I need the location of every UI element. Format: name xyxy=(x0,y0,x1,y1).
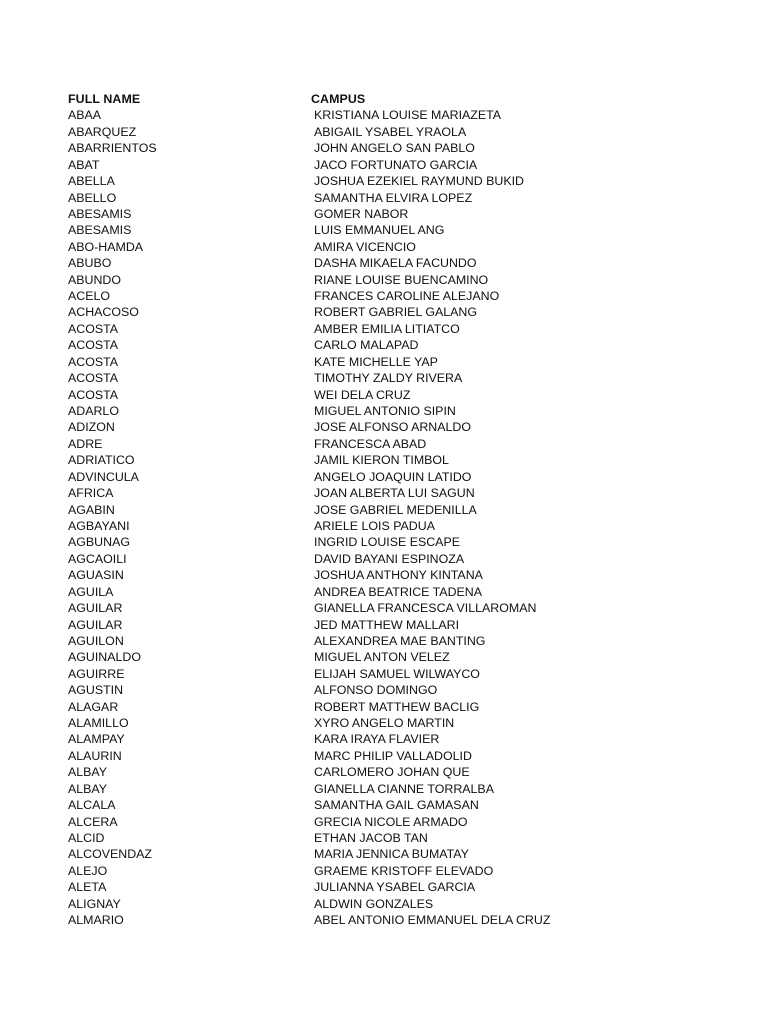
last-name-cell: ACELO xyxy=(68,289,111,304)
last-name-cell: ABARQUEZ xyxy=(68,124,137,139)
first-name-cell: XYRO ANGELO MARTIN xyxy=(314,716,455,731)
table-row xyxy=(68,534,728,550)
last-name-cell: ABUBO xyxy=(68,256,112,271)
first-name-cell: LUIS EMMANUEL ANG xyxy=(314,223,445,238)
last-name-cell: ALBAY xyxy=(68,765,108,780)
first-name-cell: KARA IRAYA FLAVIER xyxy=(314,732,440,747)
first-name-cell: ELIJAH SAMUEL WILWAYCO xyxy=(314,666,480,681)
first-name-cell: SAMANTHA ELVIRA LOPEZ xyxy=(314,190,473,205)
first-name-cell: DASHA MIKAELA FACUNDO xyxy=(314,256,477,271)
table-row xyxy=(68,748,728,764)
table-row xyxy=(68,387,728,403)
table-row xyxy=(68,846,728,862)
first-name-cell: ALFONSO DOMINGO xyxy=(314,683,438,698)
last-name-cell: ADRIATICO xyxy=(68,453,135,468)
last-name-cell: AGUINALDO xyxy=(68,650,141,665)
last-name-cell: ALCOVENDAZ xyxy=(68,847,152,862)
table-row xyxy=(68,502,728,518)
first-name-cell: GRECIA NICOLE ARMADO xyxy=(314,814,468,829)
table-row xyxy=(68,567,728,583)
first-name-cell: CARLO MALAPAD xyxy=(314,338,419,353)
last-name-cell: ABELLA xyxy=(68,174,115,189)
last-name-cell: AGUILAR xyxy=(68,617,123,632)
first-name-cell: ETHAN JACOB TAN xyxy=(314,830,428,845)
last-name-cell: ABESAMIS xyxy=(68,206,132,221)
first-name-cell: KRISTIANA LOUISE MARIAZETA xyxy=(314,108,502,123)
first-name-cell: JOSHUA ANTHONY KINTANA xyxy=(314,568,483,583)
last-name-cell: ABO-HAMDA xyxy=(68,239,144,254)
table-row xyxy=(68,124,728,140)
first-name-cell: ANGELO JOAQUIN LATIDO xyxy=(314,469,472,484)
last-name-cell: AGCAOILI xyxy=(68,551,127,566)
first-name-cell: ROBERT GABRIEL GALANG xyxy=(314,305,477,320)
table-row xyxy=(68,354,728,370)
first-name-cell: FRANCES CAROLINE ALEJANO xyxy=(314,289,500,304)
last-name-cell: ADIZON xyxy=(68,420,115,435)
table-row xyxy=(68,633,728,649)
first-name-cell: ROBERT MATTHEW BACLIG xyxy=(314,699,480,714)
column-header-full-name: FULL NAME xyxy=(68,92,141,106)
table-row xyxy=(68,288,728,304)
last-name-cell: ABAT xyxy=(68,157,100,172)
last-name-cell: ALBAY xyxy=(68,781,108,796)
first-name-cell: RIANE LOUISE BUENCAMINO xyxy=(314,272,489,287)
table-row xyxy=(68,830,728,846)
last-name-cell: ACOSTA xyxy=(68,387,119,402)
first-name-cell: MIGUEL ANTONIO SIPIN xyxy=(314,404,456,419)
last-name-cell: ALCALA xyxy=(68,798,116,813)
table-row xyxy=(68,403,728,419)
last-name-cell: ALAMILLO xyxy=(68,716,129,731)
first-name-cell: TIMOTHY ZALDY RIVERA xyxy=(314,371,463,386)
first-name-cell: JACO FORTUNATO GARCIA xyxy=(314,157,478,172)
table-row xyxy=(68,157,728,173)
first-name-cell: JOSE ALFONSO ARNALDO xyxy=(314,420,471,435)
table-row xyxy=(68,321,728,337)
table-row xyxy=(68,419,728,435)
last-name-cell: AGBUNAG xyxy=(68,535,130,550)
first-name-cell: GIANELLA CIANNE TORRALBA xyxy=(314,781,494,796)
first-name-cell: JOSHUA EZEKIEL RAYMUND BUKID xyxy=(314,174,524,189)
table-row xyxy=(68,173,728,189)
last-name-cell: ADVINCULA xyxy=(68,469,139,484)
last-name-cell: ALETA xyxy=(68,880,107,895)
table-row xyxy=(68,715,728,731)
last-name-cell: ALMARIO xyxy=(68,913,124,928)
first-name-cell: AMBER EMILIA LITIATCO xyxy=(314,321,460,336)
last-name-cell: ALEJO xyxy=(68,863,108,878)
table-row xyxy=(68,518,728,534)
last-name-cell: ACHACOSO xyxy=(68,305,139,320)
table-row xyxy=(68,896,728,912)
table-row xyxy=(68,370,728,386)
first-name-cell: AMIRA VICENCIO xyxy=(314,239,416,254)
first-name-cell: INGRID LOUISE ESCAPE xyxy=(314,535,460,550)
table-row xyxy=(68,239,728,255)
table-row xyxy=(68,699,728,715)
table-row xyxy=(68,255,728,271)
last-name-cell: ALAMPAY xyxy=(68,732,125,747)
last-name-cell: ABARRIENTOS xyxy=(68,141,157,156)
last-name-cell: ALCERA xyxy=(68,814,118,829)
first-name-cell: JOHN ANGELO SAN PABLO xyxy=(314,141,475,156)
first-name-cell: JAMIL KIERON TIMBOL xyxy=(314,453,449,468)
last-name-cell: ALAURIN xyxy=(68,748,122,763)
first-name-cell: SAMANTHA GAIL GAMASAN xyxy=(314,798,479,813)
table-row xyxy=(68,584,728,600)
table-row xyxy=(68,912,728,928)
table-row xyxy=(68,190,728,206)
last-name-cell: ACOSTA xyxy=(68,371,119,386)
last-name-cell: ACOSTA xyxy=(68,354,119,369)
first-name-cell: MARC PHILIP VALLADOLID xyxy=(314,748,472,763)
first-name-cell: JULIANNA YSABEL GARCIA xyxy=(314,880,476,895)
table-row xyxy=(68,140,728,156)
table-row xyxy=(68,436,728,452)
table-row xyxy=(68,485,728,501)
last-name-cell: AGUILON xyxy=(68,633,124,648)
last-name-cell: ABELLO xyxy=(68,190,117,205)
last-name-cell: ADRE xyxy=(68,436,103,451)
last-name-cell: AGUIRRE xyxy=(68,666,125,681)
last-name-cell: AGUILA xyxy=(68,584,114,599)
first-name-cell: MARIA JENNICA BUMATAY xyxy=(314,847,469,862)
last-name-cell: ACOSTA xyxy=(68,321,119,336)
first-name-cell: WEI DELA CRUZ xyxy=(314,387,411,402)
first-name-cell: MIGUEL ANTON VELEZ xyxy=(314,650,450,665)
first-name-cell: KATE MICHELLE YAP xyxy=(314,354,438,369)
first-name-cell: ABIGAIL YSABEL YRAOLA xyxy=(314,124,467,139)
table-row xyxy=(68,551,728,567)
last-name-cell: AGABIN xyxy=(68,502,115,517)
last-name-cell: ABESAMIS xyxy=(68,223,132,238)
table-row xyxy=(68,879,728,895)
last-name-cell: ALIGNAY xyxy=(68,896,121,911)
last-name-cell: ACOSTA xyxy=(68,338,119,353)
first-name-cell: CARLOMERO JOHAN QUE xyxy=(314,765,470,780)
first-name-cell: ARIELE LOIS PADUA xyxy=(314,518,435,533)
first-name-cell: JOSE GABRIEL MEDENILLA xyxy=(314,502,477,517)
name-list-table xyxy=(68,91,728,929)
table-row xyxy=(68,682,728,698)
last-name-cell: AGUASIN xyxy=(68,568,124,583)
table-row xyxy=(68,222,728,238)
first-name-cell: ALDWIN GONZALES xyxy=(314,896,434,911)
last-name-cell: AGBAYANI xyxy=(68,518,130,533)
table-row xyxy=(68,863,728,879)
first-name-cell: JOAN ALBERTA LUI SAGUN xyxy=(314,486,475,501)
table-row xyxy=(68,649,728,665)
table-row xyxy=(68,304,728,320)
table-row xyxy=(68,452,728,468)
first-name-cell: DAVID BAYANI ESPINOZA xyxy=(314,551,465,566)
first-name-cell: ALEXANDREA MAE BANTING xyxy=(314,633,486,648)
table-row xyxy=(68,337,728,353)
table-row xyxy=(68,666,728,682)
last-name-cell: ADARLO xyxy=(68,404,119,419)
first-name-cell: GOMER NABOR xyxy=(314,206,409,221)
first-name-cell: GIANELLA FRANCESCA VILLAROMAN xyxy=(314,601,537,616)
table-row xyxy=(68,272,728,288)
table-header-row xyxy=(68,91,728,107)
table-row xyxy=(68,764,728,780)
last-name-cell: AGUSTIN xyxy=(68,683,124,698)
first-name-cell: ANDREA BEATRICE TADENA xyxy=(314,584,482,599)
first-name-cell: GRAEME KRISTOFF ELEVADO xyxy=(314,863,494,878)
last-name-cell: AFRICA xyxy=(68,486,114,501)
last-name-cell: ABUNDO xyxy=(68,272,122,287)
table-row xyxy=(68,781,728,797)
first-name-cell: FRANCESCA ABAD xyxy=(314,436,427,451)
last-name-cell: AGUILAR xyxy=(68,601,123,616)
table-row xyxy=(68,814,728,830)
table-body xyxy=(68,107,728,928)
table-row xyxy=(68,731,728,747)
last-name-cell: ALAGAR xyxy=(68,699,119,714)
table-row xyxy=(68,797,728,813)
last-name-cell: ALCID xyxy=(68,830,105,845)
table-row xyxy=(68,469,728,485)
last-name-cell: ABAA xyxy=(68,108,102,123)
table-row xyxy=(68,600,728,616)
first-name-cell: ABEL ANTONIO EMMANUEL DELA CRUZ xyxy=(314,913,551,928)
column-header-campus: CAMPUS xyxy=(311,92,366,106)
table-row xyxy=(68,617,728,633)
first-name-cell: JED MATTHEW MALLARI xyxy=(314,617,460,632)
table-row xyxy=(68,107,728,123)
table-row xyxy=(68,206,728,222)
